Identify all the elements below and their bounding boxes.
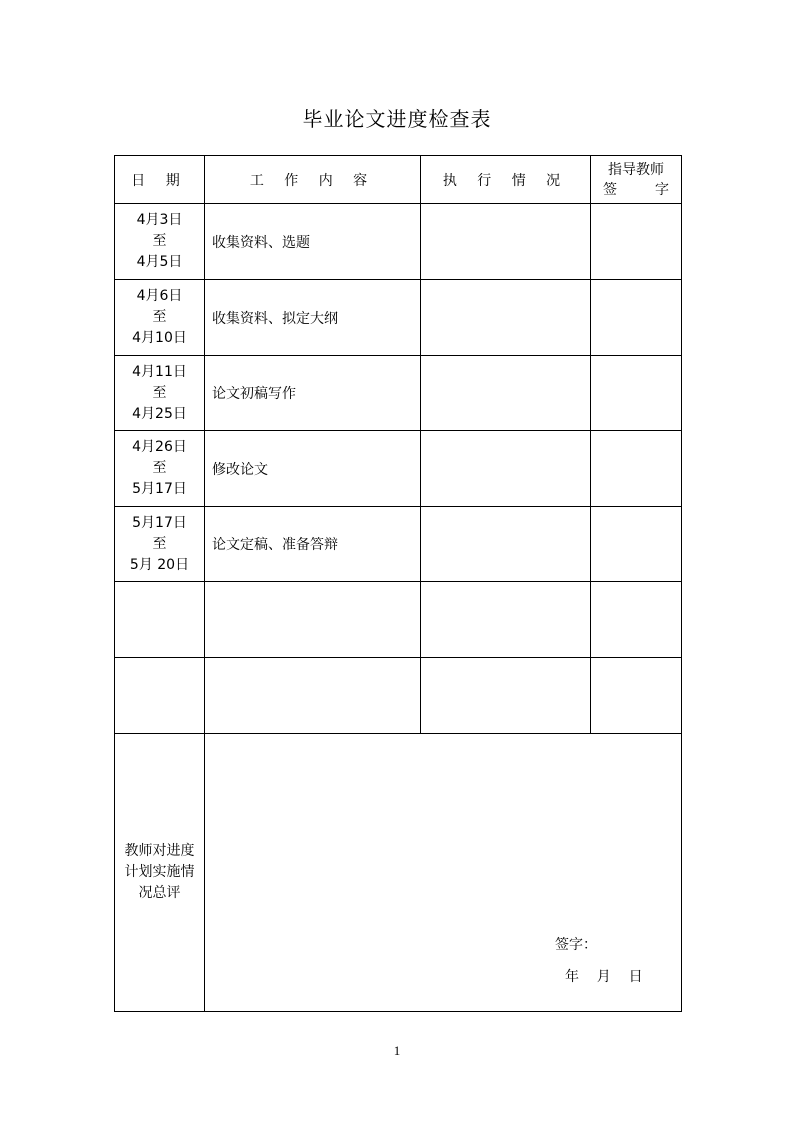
signature-cell[interactable] <box>591 658 682 734</box>
status-cell[interactable] <box>421 582 591 658</box>
table-header-row <box>115 156 682 204</box>
date-cell <box>115 356 205 431</box>
summary-date-line: 年 月 日 <box>565 969 643 985</box>
table-row <box>115 280 682 356</box>
content-cell: 论文初稿写作 <box>205 356 421 431</box>
summary-label: 教师对进度计划实施情况总评 <box>115 734 205 1012</box>
date-end: 4月10日 <box>132 330 187 346</box>
date-to: 至 <box>152 384 167 401</box>
table-row-empty <box>115 658 682 734</box>
date-end: 4月25日 <box>132 405 187 422</box>
signature-cell[interactable] <box>591 582 682 658</box>
summary-row <box>115 734 682 1012</box>
date-end: 4月5日 <box>136 254 183 270</box>
header-signature-line2: 签 字 <box>603 181 669 198</box>
page-number: 1 <box>393 1043 401 1058</box>
date-to: 至 <box>152 309 167 325</box>
content-cell[interactable] <box>205 658 421 734</box>
date-end: 5月 20日 <box>129 556 190 573</box>
table-row <box>115 431 682 507</box>
summary-cell[interactable] <box>205 734 682 1012</box>
content-cell: 收集资料、拟定大纲 <box>205 280 421 356</box>
progress-table <box>114 155 682 1012</box>
table-row <box>115 507 682 582</box>
header-content: 工 作 内 容 <box>205 156 421 204</box>
status-cell[interactable] <box>421 356 591 431</box>
status-cell[interactable] <box>421 280 591 356</box>
signature-cell[interactable] <box>591 204 682 280</box>
status-cell[interactable] <box>421 431 591 507</box>
date-cell <box>115 507 205 582</box>
table-row <box>115 204 682 280</box>
date-to: 至 <box>152 233 167 249</box>
date-to: 至 <box>152 535 167 552</box>
date-start: 5月17日 <box>132 514 187 531</box>
date-end: 5月17日 <box>132 481 187 497</box>
header-status: 执 行 情 况 <box>421 156 591 204</box>
header-date: 日 期 <box>115 156 205 204</box>
date-cell <box>115 431 205 507</box>
header-signature <box>591 156 682 204</box>
table-row-empty <box>115 582 682 658</box>
date-cell <box>115 204 205 280</box>
date-to: 至 <box>152 460 167 476</box>
content-cell: 收集资料、选题 <box>205 204 421 280</box>
date-start: 4月3日 <box>136 212 183 228</box>
header-signature-line1: 指导教师 <box>608 161 664 178</box>
status-cell[interactable] <box>421 204 591 280</box>
date-start: 4月11日 <box>132 363 187 380</box>
signature-cell[interactable] <box>591 507 682 582</box>
date-cell <box>115 280 205 356</box>
status-cell[interactable] <box>421 507 591 582</box>
summary-sign-label: 签字： <box>555 937 597 953</box>
page-title: 毕业论文进度检查表 <box>302 107 492 131</box>
content-cell[interactable] <box>205 582 421 658</box>
date-start: 4月6日 <box>136 288 183 304</box>
signature-cell[interactable] <box>591 356 682 431</box>
date-cell[interactable] <box>115 582 205 658</box>
signature-cell[interactable] <box>591 280 682 356</box>
status-cell[interactable] <box>421 658 591 734</box>
table-row <box>115 356 682 431</box>
content-cell: 论文定稿、准备答辩 <box>205 507 421 582</box>
content-cell: 修改论文 <box>205 431 421 507</box>
date-start: 4月26日 <box>132 439 187 455</box>
signature-cell[interactable] <box>591 431 682 507</box>
date-cell[interactable] <box>115 658 205 734</box>
